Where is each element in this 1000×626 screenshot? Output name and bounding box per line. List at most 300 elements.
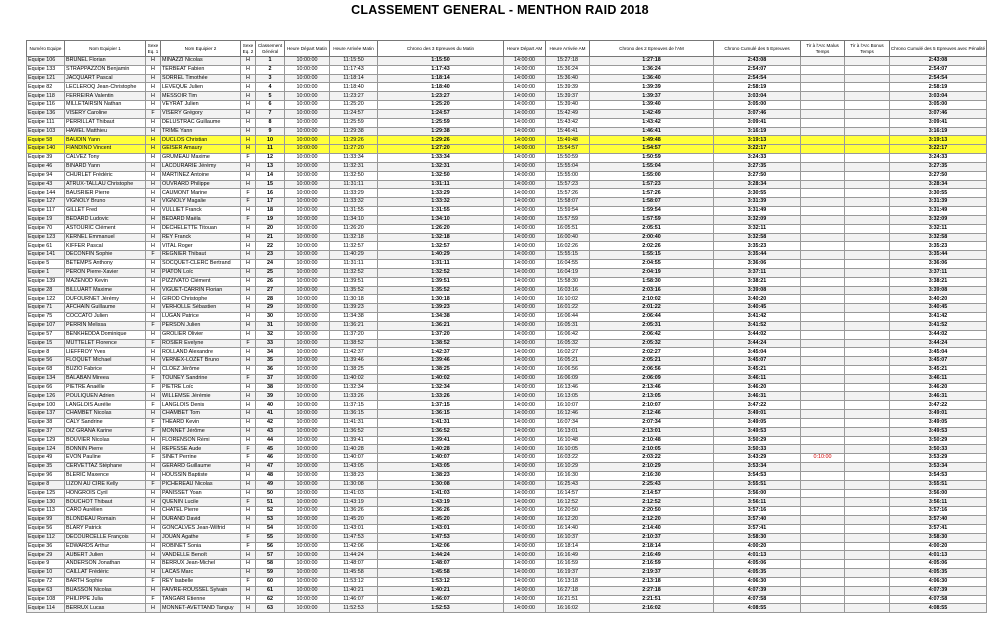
cell-archery-malus — [801, 374, 845, 383]
cell-member1-sex: H — [146, 162, 161, 171]
cell-morning-chrono: 1:40:28 — [378, 445, 504, 454]
cell-member1-sex: H — [146, 295, 161, 304]
cell-member2-sex: H — [241, 57, 256, 66]
cell-morning-chrono: 1:30:18 — [378, 295, 504, 304]
cell-archery-malus — [801, 569, 845, 578]
cell-final-chrono: 3:16:19 — [890, 127, 987, 136]
cell-overall-rank: 58 — [256, 560, 285, 569]
table-row — [27, 224, 987, 233]
cell-morning-chrono: 1:25:20 — [378, 101, 504, 110]
cell-morning-finish: 11:30:08 — [330, 480, 378, 489]
cell-morning-finish: 11:37:20 — [330, 330, 378, 339]
cell-morning-finish: 11:25:59 — [330, 118, 378, 127]
cell-overall-rank: 47 — [256, 463, 285, 472]
cell-archery-bonus — [845, 171, 890, 180]
cell-afternoon-finish: 15:36:24 — [546, 65, 590, 74]
cell-afternoon-chrono: 1:59:54 — [590, 207, 714, 216]
cell-member1-name: PERRIN Melissa — [65, 321, 146, 330]
cell-morning-start: 10:00:00 — [285, 295, 330, 304]
cell-member1-name: KERNEL Emmanuel — [65, 233, 146, 242]
cell-member1-name: DIZ GRANA Karine — [65, 427, 146, 436]
cell-cumulative-chrono: 4:01:13 — [714, 551, 801, 560]
cell-team-number: Equipe 56 — [27, 524, 65, 533]
cell-overall-rank: 13 — [256, 162, 285, 171]
cell-afternoon-finish: 16:12:52 — [546, 498, 590, 507]
cell-member2-name: HOUSSIN Baptiste — [161, 471, 241, 480]
cell-archery-bonus — [845, 542, 890, 551]
cell-afternoon-finish: 16:13:05 — [546, 392, 590, 401]
cell-morning-chrono: 1:17:43 — [378, 65, 504, 74]
cell-morning-chrono: 1:47:53 — [378, 533, 504, 542]
cell-member1-sex: H — [146, 392, 161, 401]
cell-team-number: Equipe 99 — [27, 516, 65, 525]
cell-morning-finish: 11:34:38 — [330, 313, 378, 322]
cell-overall-rank: 33 — [256, 339, 285, 348]
cell-member2-sex: H — [241, 118, 256, 127]
cell-team-number: Equipe 133 — [27, 65, 65, 74]
cell-morning-chrono: 1:39:23 — [378, 304, 504, 313]
cell-final-chrono: 3:32:09 — [890, 215, 987, 224]
cell-final-chrono: 3:50:29 — [890, 436, 987, 445]
cell-member2-name: GONCALVES Jean-Wilfrid — [161, 524, 241, 533]
cell-afternoon-finish: 16:16:59 — [546, 560, 590, 569]
cell-afternoon-finish: 15:43:42 — [546, 118, 590, 127]
cell-final-chrono: 3:49:53 — [890, 427, 987, 436]
cell-afternoon-finish: 15:46:41 — [546, 127, 590, 136]
cell-team-number: Equipe 117 — [27, 207, 65, 216]
cell-member2-name: CHATEL Pierre — [161, 507, 241, 516]
cell-overall-rank: 2 — [256, 65, 285, 74]
cell-archery-bonus — [845, 65, 890, 74]
table-row — [27, 233, 987, 242]
cell-morning-start: 10:00:00 — [285, 268, 330, 277]
cell-morning-finish: 11:39:23 — [330, 304, 378, 313]
cell-afternoon-finish: 15:59:54 — [546, 207, 590, 216]
cell-afternoon-start: 14:00:00 — [504, 224, 546, 233]
cell-afternoon-start: 14:00:00 — [504, 136, 546, 145]
cell-afternoon-chrono: 2:10:48 — [590, 436, 714, 445]
cell-afternoon-finish: 16:14:57 — [546, 489, 590, 498]
cell-overall-rank: 5 — [256, 92, 285, 101]
cell-afternoon-finish: 16:12:20 — [546, 516, 590, 525]
cell-morning-start: 10:00:00 — [285, 109, 330, 118]
cell-member1-name: BINARD Yann — [65, 162, 146, 171]
cell-final-chrono: 4:01:13 — [890, 551, 987, 560]
cell-afternoon-chrono: 1:57:59 — [590, 215, 714, 224]
cell-morning-finish: 11:17:43 — [330, 65, 378, 74]
cell-afternoon-finish: 16:02:26 — [546, 242, 590, 251]
cell-member2-sex: H — [241, 251, 256, 260]
table-row — [27, 383, 987, 392]
cell-team-number: Equipe 66 — [27, 383, 65, 392]
cell-member2-sex: H — [241, 569, 256, 578]
cell-member2-sex: H — [241, 471, 256, 480]
cell-archery-bonus — [845, 277, 890, 286]
cell-member1-sex: H — [146, 410, 161, 419]
cell-afternoon-finish: 16:16:30 — [546, 471, 590, 480]
cell-archery-malus — [801, 57, 845, 66]
cell-team-number: Equipe 29 — [27, 551, 65, 560]
cell-member2-sex: H — [241, 401, 256, 410]
table-row — [27, 401, 987, 410]
table-row — [27, 74, 987, 83]
cell-member2-sex: H — [241, 268, 256, 277]
cell-member2-sex: F — [241, 339, 256, 348]
cell-cumulative-chrono: 2:43:08 — [714, 57, 801, 66]
cell-afternoon-finish: 15:39:40 — [546, 101, 590, 110]
header-archery-bonus: Tir à l'Arc Bonus Temps — [845, 41, 890, 57]
cell-morning-finish: 11:38:23 — [330, 471, 378, 480]
cell-afternoon-start: 14:00:00 — [504, 145, 546, 154]
cell-archery-bonus — [845, 560, 890, 569]
cell-morning-start: 10:00:00 — [285, 365, 330, 374]
cell-morning-start: 10:00:00 — [285, 74, 330, 83]
cell-morning-finish: 11:43:05 — [330, 463, 378, 472]
cell-archery-bonus — [845, 348, 890, 357]
cell-team-number: Equipe 72 — [27, 577, 65, 586]
cell-cumulative-chrono: 3:43:29 — [714, 454, 801, 463]
cell-member1-sex: H — [146, 207, 161, 216]
cell-afternoon-finish: 16:10:37 — [546, 533, 590, 542]
cell-morning-finish: 11:40:21 — [330, 586, 378, 595]
cell-team-number: Equipe 56 — [27, 357, 65, 366]
cell-overall-rank: 11 — [256, 145, 285, 154]
cell-afternoon-finish: 16:02:27 — [546, 348, 590, 357]
cell-member1-sex: H — [146, 57, 161, 66]
cell-afternoon-chrono: 1:54:57 — [590, 145, 714, 154]
cell-archery-malus — [801, 268, 845, 277]
cell-afternoon-start: 14:00:00 — [504, 471, 546, 480]
table-row — [27, 207, 987, 216]
cell-afternoon-finish: 15:55:04 — [546, 162, 590, 171]
cell-archery-bonus — [845, 471, 890, 480]
cell-member2-name: VERNEX-LOZET Bruno — [161, 357, 241, 366]
cell-member2-name: MESSOIR Tim — [161, 92, 241, 101]
cell-morning-chrono: 1:36:52 — [378, 427, 504, 436]
cell-morning-finish: 11:18:14 — [330, 74, 378, 83]
cell-archery-bonus — [845, 436, 890, 445]
cell-member1-sex: H — [146, 330, 161, 339]
cell-archery-malus — [801, 604, 845, 613]
cell-member2-name: VEYRAT Julien — [161, 101, 241, 110]
cell-afternoon-chrono: 2:13:01 — [590, 427, 714, 436]
cell-morning-finish: 11:40:02 — [330, 374, 378, 383]
cell-member2-sex: H — [241, 348, 256, 357]
cell-cumulative-chrono: 3:44:02 — [714, 330, 801, 339]
cell-member1-name: BUASSON Nicolas — [65, 586, 146, 595]
cell-morning-start: 10:00:00 — [285, 127, 330, 136]
cell-afternoon-start: 14:00:00 — [504, 436, 546, 445]
table-row — [27, 251, 987, 260]
cell-member1-name: FLOQUET Michael — [65, 357, 146, 366]
cell-member1-sex: H — [146, 471, 161, 480]
cell-final-chrono: 3:32:58 — [890, 233, 987, 242]
cell-final-chrono: 3:45:21 — [890, 365, 987, 374]
cell-afternoon-finish: 16:00:40 — [546, 233, 590, 242]
cell-member1-name: COCCATO Julien — [65, 313, 146, 322]
cell-final-chrono: 3:35:23 — [890, 242, 987, 251]
cell-morning-start: 10:00:00 — [285, 330, 330, 339]
cell-member2-name: VANDELLE Benoît — [161, 551, 241, 560]
cell-archery-bonus — [845, 295, 890, 304]
cell-morning-chrono: 1:41:03 — [378, 489, 504, 498]
header-member1-name: Nom Equipier 1 — [65, 41, 146, 57]
cell-afternoon-chrono: 2:05:31 — [590, 321, 714, 330]
cell-member2-name: CHAMBET Tom — [161, 410, 241, 419]
cell-afternoon-chrono: 2:06:42 — [590, 330, 714, 339]
cell-member1-name: LIZON AU CIRE Kelly — [65, 480, 146, 489]
cell-overall-rank: 55 — [256, 533, 285, 542]
header-overall-rank: Classement Général — [256, 41, 285, 57]
cell-member2-name: PANISSET Yoan — [161, 489, 241, 498]
cell-cumulative-chrono: 3:36:06 — [714, 260, 801, 269]
cell-afternoon-start: 14:00:00 — [504, 551, 546, 560]
cell-afternoon-chrono: 1:46:41 — [590, 127, 714, 136]
cell-archery-bonus — [845, 392, 890, 401]
cell-overall-rank: 52 — [256, 507, 285, 516]
cell-archery-malus — [801, 516, 845, 525]
cell-afternoon-start: 14:00:00 — [504, 516, 546, 525]
cell-morning-start: 10:00:00 — [285, 463, 330, 472]
cell-morning-start: 10:00:00 — [285, 480, 330, 489]
cell-team-number: Equipe 28 — [27, 286, 65, 295]
cell-afternoon-finish: 16:05:51 — [546, 224, 590, 233]
cell-archery-malus — [801, 321, 845, 330]
cell-team-number: Equipe 140 — [27, 145, 65, 154]
cell-morning-start: 10:00:00 — [285, 180, 330, 189]
cell-member1-sex: H — [146, 233, 161, 242]
cell-member2-sex: H — [241, 313, 256, 322]
cell-afternoon-chrono: 1:39:37 — [590, 92, 714, 101]
cell-team-number: Equipe 39 — [27, 154, 65, 163]
cell-member1-sex: F — [146, 418, 161, 427]
cell-archery-malus — [801, 215, 845, 224]
cell-member2-sex: F — [241, 215, 256, 224]
cell-archery-bonus — [845, 489, 890, 498]
cell-morning-chrono: 1:33:34 — [378, 154, 504, 163]
cell-member2-name: GIROD Christophe — [161, 295, 241, 304]
cell-member2-sex: H — [241, 489, 256, 498]
cell-morning-finish: 11:38:25 — [330, 365, 378, 374]
cell-morning-finish: 11:39:46 — [330, 357, 378, 366]
table-row — [27, 604, 987, 613]
cell-member2-name: THEARD Kevin — [161, 418, 241, 427]
cell-morning-chrono: 1:32:18 — [378, 233, 504, 242]
header-member1-sex: Sexe Eq. 1 — [146, 41, 161, 57]
header-archery-malus: Tir à l'Arc Malus Temps — [801, 41, 845, 57]
cell-final-chrono: 3:09:41 — [890, 118, 987, 127]
cell-member2-name: MINAZZI Nicolas — [161, 57, 241, 66]
cell-morning-start: 10:00:00 — [285, 569, 330, 578]
cell-team-number: Equipe 141 — [27, 251, 65, 260]
cell-archery-bonus — [845, 92, 890, 101]
cell-archery-bonus — [845, 57, 890, 66]
cell-member2-name: FAIVRE-ROUSSEL Sylvain — [161, 586, 241, 595]
cell-cumulative-chrono: 4:07:58 — [714, 595, 801, 604]
cell-member1-sex: H — [146, 463, 161, 472]
cell-member2-sex: H — [241, 595, 256, 604]
cell-morning-chrono: 1:38:52 — [378, 339, 504, 348]
cell-morning-start: 10:00:00 — [285, 162, 330, 171]
cell-team-number: Equipe 130 — [27, 498, 65, 507]
cell-morning-chrono: 1:46:07 — [378, 595, 504, 604]
cell-member1-sex: H — [146, 604, 161, 613]
cell-afternoon-chrono: 2:14:40 — [590, 524, 714, 533]
cell-member1-sex: H — [146, 357, 161, 366]
cell-archery-malus — [801, 524, 845, 533]
cell-afternoon-finish: 16:10:07 — [546, 401, 590, 410]
cell-team-number: Equipe 126 — [27, 392, 65, 401]
cell-member1-sex: H — [146, 65, 161, 74]
cell-afternoon-start: 14:00:00 — [504, 604, 546, 613]
cell-afternoon-start: 14:00:00 — [504, 357, 546, 366]
cell-afternoon-chrono: 1:27:18 — [590, 57, 714, 66]
cell-morning-finish: 11:38:52 — [330, 339, 378, 348]
cell-cumulative-chrono: 4:08:55 — [714, 604, 801, 613]
cell-afternoon-chrono: 2:06:56 — [590, 365, 714, 374]
cell-member1-sex: F — [146, 427, 161, 436]
cell-member1-name: CALVEZ Tony — [65, 154, 146, 163]
cell-final-chrono: 3:57:40 — [890, 516, 987, 525]
cell-cumulative-chrono: 3:56:00 — [714, 489, 801, 498]
cell-member2-name: DUCLOS Christian — [161, 136, 241, 145]
cell-morning-start: 10:00:00 — [285, 313, 330, 322]
cell-archery-malus — [801, 74, 845, 83]
cell-member1-name: BRUNEL Florian — [65, 57, 146, 66]
cell-archery-malus — [801, 83, 845, 92]
cell-final-chrono: 3:40:45 — [890, 304, 987, 313]
cell-archery-malus — [801, 251, 845, 260]
cell-morning-finish: 11:46:07 — [330, 595, 378, 604]
cell-overall-rank: 4 — [256, 83, 285, 92]
cell-overall-rank: 48 — [256, 471, 285, 480]
cell-afternoon-start: 14:00:00 — [504, 127, 546, 136]
cell-archery-malus — [801, 330, 845, 339]
cell-afternoon-start: 14:00:00 — [504, 92, 546, 101]
cell-member1-name: LANGLOIS Aurélie — [65, 401, 146, 410]
cell-member2-name: WILLEMSE Jérémie — [161, 392, 241, 401]
cell-afternoon-chrono: 2:19:37 — [590, 569, 714, 578]
cell-team-number: Equipe 68 — [27, 365, 65, 374]
cell-morning-chrono: 1:42:06 — [378, 542, 504, 551]
cell-member1-name: BETEMPS Anthony — [65, 260, 146, 269]
cell-morning-chrono: 1:43:19 — [378, 498, 504, 507]
cell-team-number: Equipe 8 — [27, 480, 65, 489]
cell-afternoon-start: 14:00:00 — [504, 118, 546, 127]
cell-overall-rank: 32 — [256, 330, 285, 339]
cell-member2-sex: F — [241, 498, 256, 507]
table-row — [27, 480, 987, 489]
cell-team-number: Equipe 5 — [27, 260, 65, 269]
cell-member2-sex: H — [241, 260, 256, 269]
table-row — [27, 162, 987, 171]
cell-archery-bonus — [845, 586, 890, 595]
cell-final-chrono: 4:08:55 — [890, 604, 987, 613]
cell-member2-name: ROBINET Sonia — [161, 542, 241, 551]
cell-morning-start: 10:00:00 — [285, 454, 330, 463]
cell-overall-rank: 26 — [256, 277, 285, 286]
cell-member2-name: BERRUX Jean-Michel — [161, 560, 241, 569]
cell-archery-bonus — [845, 74, 890, 83]
cell-member2-name: VISERY Grégory — [161, 109, 241, 118]
cell-afternoon-start: 14:00:00 — [504, 463, 546, 472]
cell-morning-start: 10:00:00 — [285, 348, 330, 357]
cell-archery-malus — [801, 339, 845, 348]
table-row — [27, 365, 987, 374]
cell-morning-start: 10:00:00 — [285, 171, 330, 180]
cell-archery-bonus — [845, 533, 890, 542]
cell-cumulative-chrono: 3:47:22 — [714, 401, 801, 410]
header-final-chrono: Chrono Cumulé des 5 Epreuves avec Pénalité — [890, 41, 987, 57]
cell-overall-rank: 50 — [256, 489, 285, 498]
cell-afternoon-finish: 16:16:49 — [546, 551, 590, 560]
cell-member1-name: PERON Pierre-Xavier — [65, 268, 146, 277]
table-row — [27, 348, 987, 357]
cell-afternoon-start: 14:00:00 — [504, 339, 546, 348]
results-table — [26, 40, 987, 613]
cell-morning-finish: 11:36:15 — [330, 410, 378, 419]
cell-member2-sex: H — [241, 304, 256, 313]
cell-member1-sex: H — [146, 277, 161, 286]
cell-final-chrono: 3:46:20 — [890, 383, 987, 392]
cell-member2-name: ROSIER Evelyne — [161, 339, 241, 348]
cell-afternoon-start: 14:00:00 — [504, 586, 546, 595]
cell-member1-sex: H — [146, 560, 161, 569]
cell-cumulative-chrono: 2:54:54 — [714, 74, 801, 83]
cell-afternoon-finish: 16:05:21 — [546, 357, 590, 366]
cell-morning-finish: 11:45:20 — [330, 516, 378, 525]
table-row — [27, 374, 987, 383]
cell-archery-malus — [801, 533, 845, 542]
table-row — [27, 436, 987, 445]
cell-archery-bonus — [845, 383, 890, 392]
cell-member1-name: PIETRE Anaëlle — [65, 383, 146, 392]
cell-cumulative-chrono: 3:57:40 — [714, 516, 801, 525]
cell-final-chrono: 3:57:16 — [890, 507, 987, 516]
cell-overall-rank: 24 — [256, 260, 285, 269]
cell-team-number: Equipe 100 — [27, 401, 65, 410]
cell-archery-malus: 0:10:00 — [801, 454, 845, 463]
cell-member1-sex: F — [146, 321, 161, 330]
cell-member2-name: GROLIER Olivier — [161, 330, 241, 339]
cell-afternoon-chrono: 2:05:51 — [590, 224, 714, 233]
cell-morning-start: 10:00:00 — [285, 215, 330, 224]
cell-overall-rank: 54 — [256, 524, 285, 533]
cell-member1-sex: H — [146, 92, 161, 101]
cell-member1-sex: F — [146, 251, 161, 260]
header-afternoon-start: Heure Départ AM — [504, 41, 546, 57]
cell-cumulative-chrono: 3:46:31 — [714, 392, 801, 401]
cell-afternoon-chrono: 2:13:46 — [590, 383, 714, 392]
cell-cumulative-chrono: 4:05:35 — [714, 569, 801, 578]
cell-morning-finish: 11:41:03 — [330, 489, 378, 498]
cell-member2-name: SORREL Timothée — [161, 74, 241, 83]
table-row — [27, 313, 987, 322]
cell-member2-sex: H — [241, 321, 256, 330]
cell-member1-sex: H — [146, 101, 161, 110]
cell-member2-name: LACOURARIE Jérémy — [161, 162, 241, 171]
cell-afternoon-chrono: 2:12:46 — [590, 410, 714, 419]
cell-afternoon-start: 14:00:00 — [504, 489, 546, 498]
table-row — [27, 101, 987, 110]
cell-afternoon-start: 14:00:00 — [504, 109, 546, 118]
cell-archery-bonus — [845, 445, 890, 454]
cell-afternoon-start: 14:00:00 — [504, 595, 546, 604]
cell-morning-start: 10:00:00 — [285, 65, 330, 74]
cell-cumulative-chrono: 3:38:21 — [714, 277, 801, 286]
cell-afternoon-start: 14:00:00 — [504, 533, 546, 542]
cell-cumulative-chrono: 3:46:11 — [714, 374, 801, 383]
